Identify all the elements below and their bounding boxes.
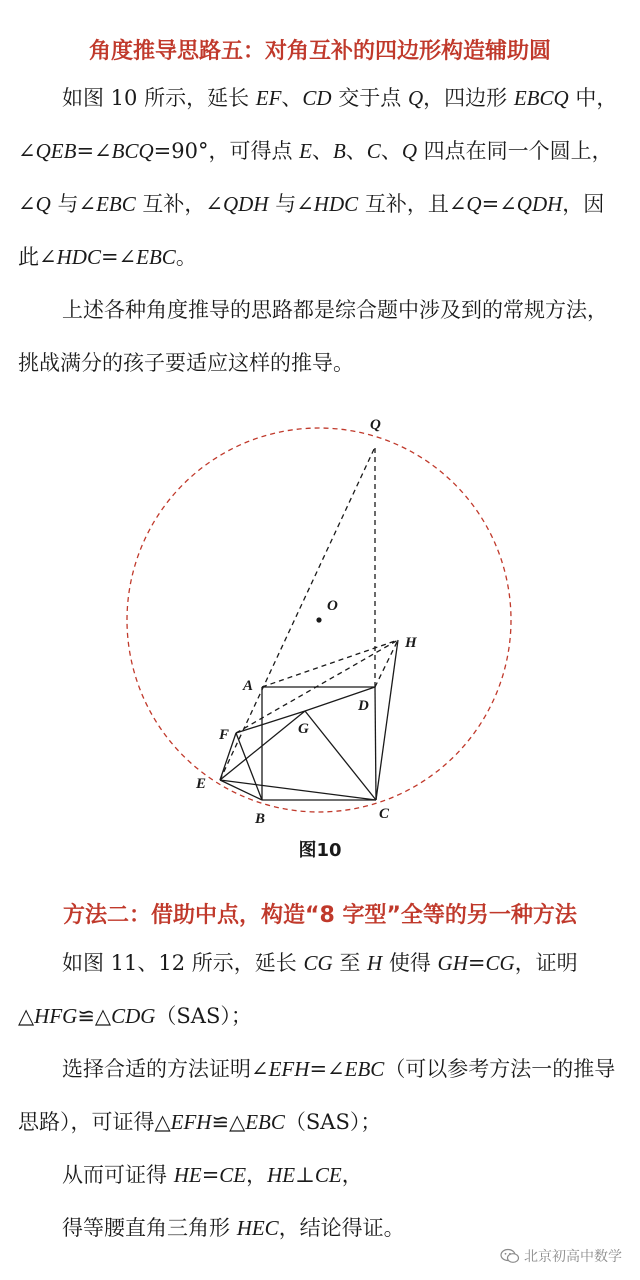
geometry-figure-10 — [120, 405, 520, 825]
label-O: O — [327, 598, 338, 614]
label-F: F — [219, 727, 230, 743]
segment-CH — [376, 640, 398, 800]
paragraph-conclusion: 得等腰直角三角形 HEC，结论得证。 — [62, 1216, 405, 1240]
label-B: B — [255, 811, 266, 825]
section1-heading: 角度推导思路五：对角互补的四边形构造辅助圆 — [88, 39, 551, 64]
label-D: D — [358, 698, 369, 714]
wechat-icon — [500, 1248, 520, 1264]
section2-body — [18, 937, 622, 1255]
paragraph-he-ce: 从而可证得 HE=CE，HE⊥CE， — [62, 1163, 363, 1187]
watermark — [500, 1246, 622, 1266]
watermark-text: 北京初高中数学 — [524, 1249, 622, 1265]
label-C: C — [379, 806, 390, 822]
paragraph-extend-cg: 如图 11、12 所示，延长 CG 至 H 使得 GH=CG，证明△HFG≌△CDG（SAS）； — [18, 951, 578, 1028]
section2-heading: 方法二：借助中点，构造“8 字型”全等的另一种方法 — [63, 903, 577, 928]
center-point-O — [316, 617, 321, 622]
paragraph-prove-angle: 选择合适的方法证明∠EFH=∠EBC（可以参考方法一的推导思路），可证得△EFH≌△EBC（SAS）； — [18, 1057, 616, 1134]
label-G: G — [298, 721, 309, 737]
label-E: E — [196, 776, 207, 792]
label-H: H — [405, 635, 417, 651]
label-Q: Q — [370, 417, 381, 433]
label-A: A — [243, 678, 254, 694]
segment-GC — [305, 711, 376, 800]
figure-caption: 图10 — [298, 840, 342, 861]
paragraph-figure10-explanation: 如图 10 所示，延长 EF、CD 交于点 Q，四边形 EBCQ 中，∠QEB=∠BCQ=90°，可得点 E、B、C、Q 四点在同一个圆上，∠Q 与∠EBC 互补，∠QDH 与∠HDC 互补，且∠Q=∠QDH，因此∠HDC=∠EBC。 — [18, 86, 618, 269]
section1-body — [18, 72, 622, 390]
paragraph-summary: 上述各种角度推导的思路都是综合题中涉及到的常规方法，挑战满分的孩子要适应这样的推导。 — [18, 298, 608, 375]
segment-DC — [375, 687, 376, 800]
